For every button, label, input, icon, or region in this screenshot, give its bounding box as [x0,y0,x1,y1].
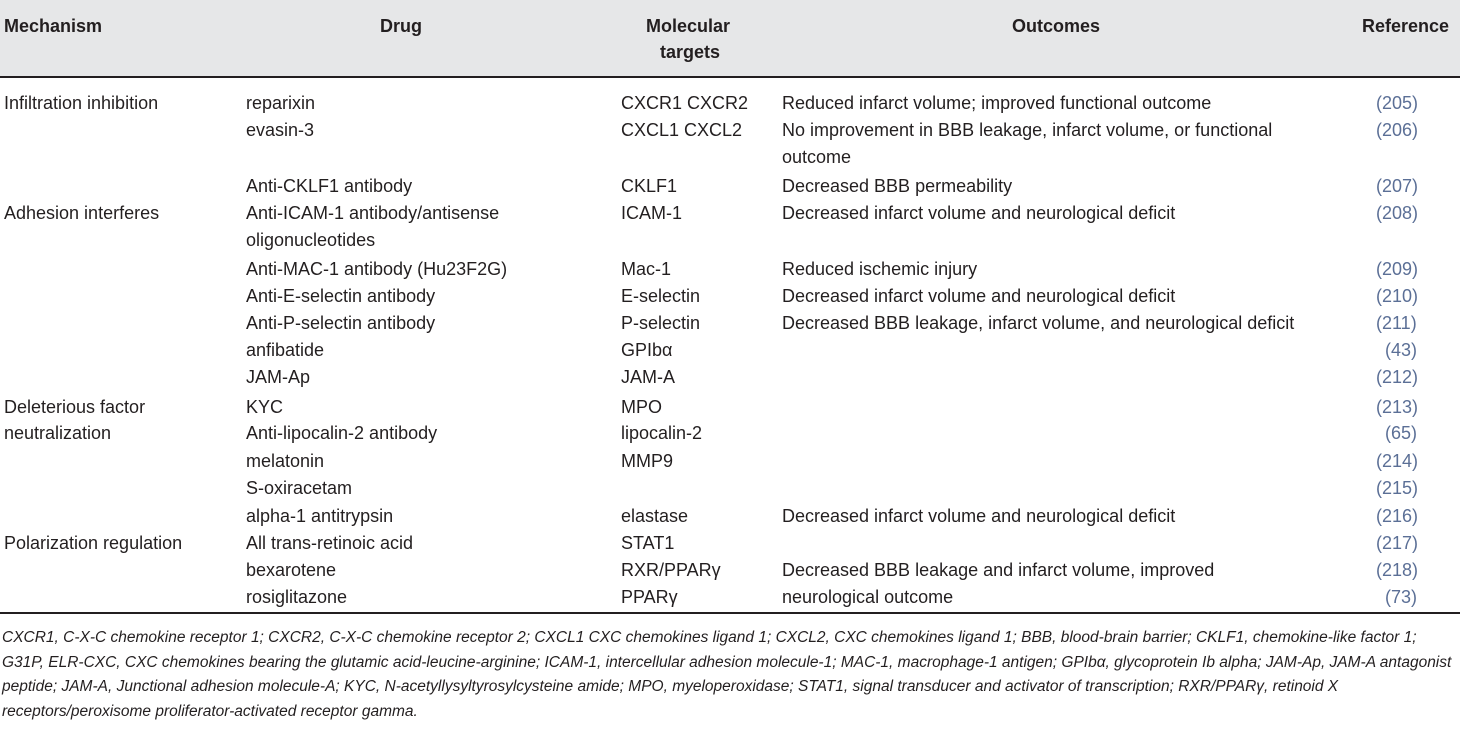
mechanism-label: Infiltration inhibition [4,93,159,113]
reference-link[interactable]: (207) [1376,176,1419,196]
outcome-cell: Reduced ischemic injury [782,259,978,279]
mechanism-label: neutralization [4,423,112,443]
reference-link[interactable]: (208) [1376,203,1419,223]
outcome-cell: neurological outcome [782,587,954,607]
target-cell: elastase [621,506,689,526]
reference-link[interactable]: (209) [1376,259,1419,279]
outcome-cell: Reduced infarct volume; improved functional outcome [782,93,1212,113]
reference-link[interactable]: (210) [1376,286,1419,306]
target-cell: RXR/PPARγ [621,560,721,580]
outcome-cell: Decreased infarct volume and neurological deficit [782,203,1176,223]
target-cell: MPO [621,397,663,417]
header-reference: Reference [1362,16,1450,36]
target-cell: lipocalin-2 [621,423,703,443]
mechanism-label: Adhesion interferes [4,203,160,223]
header-mechanism: Mechanism [4,16,103,36]
reference-link[interactable]: (217) [1376,533,1419,553]
header-drug: Drug [380,16,422,36]
drug-cell: Anti-ICAM-1 antibody/antisense [246,203,500,223]
reference-link[interactable]: (213) [1376,397,1419,417]
header-rule [0,76,1460,78]
table-bottom-rule [0,612,1460,614]
outcome-cell: Decreased BBB permeability [782,176,1013,196]
outcome-cell: Decreased BBB leakage, infarct volume, and neurological deficit [782,313,1295,333]
drug-cell: Anti-P-selectin antibody [246,313,436,333]
outcome-cell-continued: outcome [782,147,852,167]
drug-cell: bexarotene [246,560,337,580]
drug-cell: All trans-retinoic acid [246,533,414,553]
drug-cell: reparixin [246,93,316,113]
header-targets-line2: targets [660,42,721,62]
target-cell: STAT1 [621,533,675,553]
target-cell: P-selectin [621,313,701,333]
drug-cell: S-oxiracetam [246,478,353,498]
reference-link[interactable]: (205) [1376,93,1419,113]
reference-link[interactable]: (206) [1376,120,1419,140]
header-targets-line1: Molecular [646,16,731,36]
target-cell: CXCR1 CXCR2 [621,93,749,113]
target-cell: PPARγ [621,587,678,607]
target-cell: CXCL1 CXCL2 [621,120,743,140]
outcome-cell: Decreased infarct volume and neurological deficit [782,286,1176,306]
reference-link[interactable]: (73) [1385,587,1418,607]
drug-cell: melatonin [246,451,325,471]
mechanism-label: Deleterious factor [4,397,146,417]
target-cell: CKLF1 [621,176,678,196]
drug-cell: Anti-CKLF1 antibody [246,176,413,196]
drug-cell: KYC [246,397,284,417]
reference-link[interactable]: (215) [1376,478,1419,498]
target-cell: GPIbα [621,340,673,360]
drug-cell: JAM-Ap [246,367,311,387]
target-cell: MMP9 [621,451,674,471]
reference-link[interactable]: (43) [1385,340,1418,360]
drug-cell: rosiglitazone [246,587,348,607]
mechanism-label: Polarization regulation [4,533,183,553]
target-cell: JAM-A [621,367,675,387]
reference-link[interactable]: (218) [1376,560,1419,580]
target-cell: ICAM-1 [621,203,683,223]
header-outcomes: Outcomes [1012,16,1101,36]
reference-link[interactable]: (211) [1376,313,1417,333]
drug-cell: anfibatide [246,340,325,360]
target-cell: Mac-1 [621,259,672,279]
drug-cell: Anti-E-selectin antibody [246,286,436,306]
drug-cell-continued: oligonucleotides [246,230,376,250]
outcome-cell: No improvement in BBB leakage, infarct volume, or functional [782,120,1273,140]
outcome-cell: Decreased infarct volume and neurological deficit [782,506,1176,526]
reference-link[interactable]: (214) [1376,451,1419,471]
reference-link[interactable]: (65) [1385,423,1418,443]
drug-cell: evasin-3 [246,120,315,140]
outcome-cell: Decreased BBB leakage and infarct volume, improved [782,560,1215,580]
drug-cell: Anti-MAC-1 antibody (Hu23F2G) [246,259,508,279]
drug-cell: alpha-1 antitrypsin [246,506,394,526]
reference-link[interactable]: (216) [1376,506,1419,526]
reference-link[interactable]: (212) [1376,367,1419,387]
drug-cell: Anti-lipocalin-2 antibody [246,423,438,443]
table-header [0,0,1460,76]
target-cell: E-selectin [621,286,701,306]
table-footnote: CXCR1, C-X-C chemokine receptor 1; CXCR2, C-X-C chemokine receptor 2; CXCL1 CXC chemokines ligand 1; CXCL2, CXC chemokines ligand 1; BBB, blood-brain barrier; CKLF1, chemokine-like factor 1; G31P, ELR-CXC, CXC chemokines bearing the glutamic acid-leucine-arginine; ICAM-1, intercellular adhesion molecule-1; MAC-1, macrophage-1 antigen; GPIbα, glycoprotein Ib alpha; JAM-Ap, JAM-A antagonist peptide; JAM-A, Junctional adhesion molecule-A; KYC, N-acetyllysyltyrosylcysteine amide; MPO, myeloperoxidase; STAT1, signal transducer and activator of transcription; RXR/PPARγ, retinoid X receptors/peroxisome proliferator-activated receptor gamma. [2,629,1452,720]
